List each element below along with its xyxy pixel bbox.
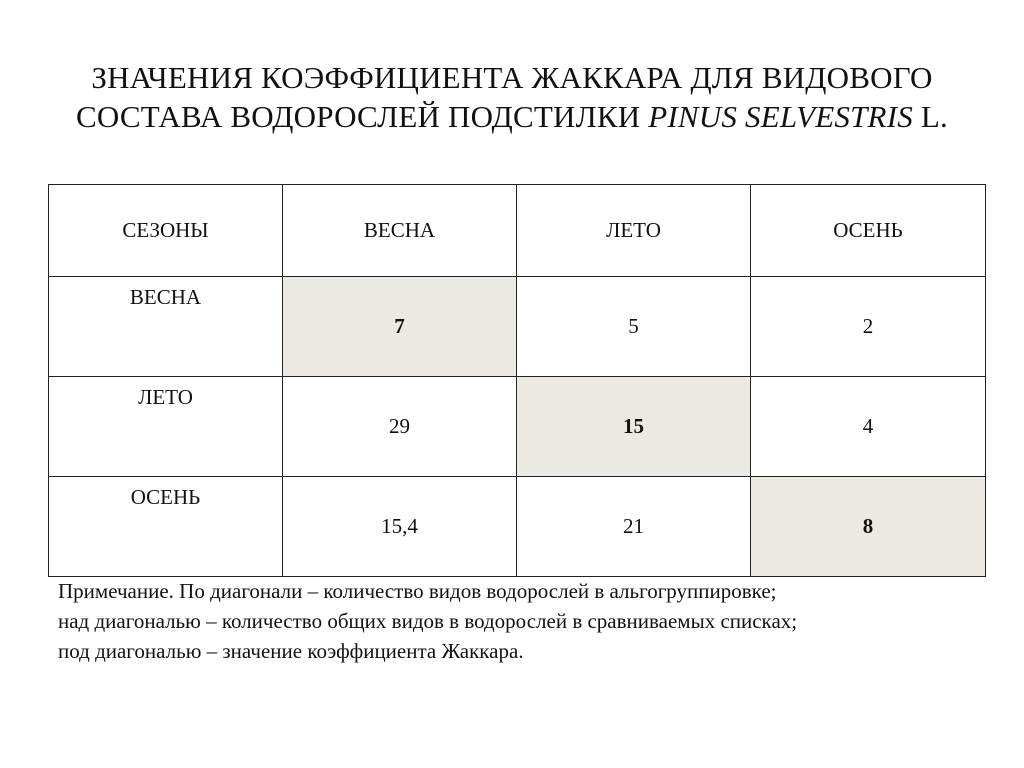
header-cell-spring: ВЕСНА bbox=[283, 185, 517, 277]
table-footnote bbox=[58, 576, 978, 666]
footnote-line-2: над диагональю – количество общих видов в водорослей в сравниваемых списках; bbox=[58, 609, 798, 633]
footnote-line-1: Примечание. По диагонали – количество видов водорослей в альгогруппировке; bbox=[58, 579, 777, 603]
title-line-2-prefix: СОСТАВА ВОДОРОСЛЕЙ ПОДСТИЛКИ bbox=[76, 99, 649, 134]
header-cell-seasons: СЕЗОНЫ bbox=[49, 185, 283, 277]
header-cell-autumn: ОСЕНЬ bbox=[751, 185, 986, 277]
row-label-spring: ВЕСНА bbox=[49, 277, 283, 377]
table-cell-diagonal: 15 bbox=[517, 377, 751, 477]
footnote-line-3: под диагональю – значение коэффициента Жаккара. bbox=[58, 639, 524, 663]
table-cell-diagonal: 7 bbox=[283, 277, 517, 377]
title-species-name: PINUS SELVESTRIS bbox=[648, 99, 913, 134]
table-cell: 21 bbox=[517, 477, 751, 577]
table-cell: 4 bbox=[751, 377, 986, 477]
table-row bbox=[49, 477, 986, 577]
table-row bbox=[49, 377, 986, 477]
table-header-row bbox=[49, 185, 986, 277]
title-line-2-suffix: L. bbox=[912, 99, 948, 134]
table-cell: 15,4 bbox=[283, 477, 517, 577]
table-cell: 29 bbox=[283, 377, 517, 477]
jaccard-table bbox=[48, 184, 986, 577]
table-cell-diagonal: 8 bbox=[751, 477, 986, 577]
table-row bbox=[49, 277, 986, 377]
title-line-1: ЗНАЧЕНИЯ КОЭФФИЦИЕНТА ЖАККАРА ДЛЯ ВИДОВОГО bbox=[91, 60, 933, 95]
row-label-summer: ЛЕТО bbox=[49, 377, 283, 477]
page-title bbox=[0, 58, 1024, 136]
header-cell-summer: ЛЕТО bbox=[517, 185, 751, 277]
row-label-autumn: ОСЕНЬ bbox=[49, 477, 283, 577]
table-cell: 5 bbox=[517, 277, 751, 377]
title-line-2 bbox=[0, 97, 1024, 136]
table-cell: 2 bbox=[751, 277, 986, 377]
